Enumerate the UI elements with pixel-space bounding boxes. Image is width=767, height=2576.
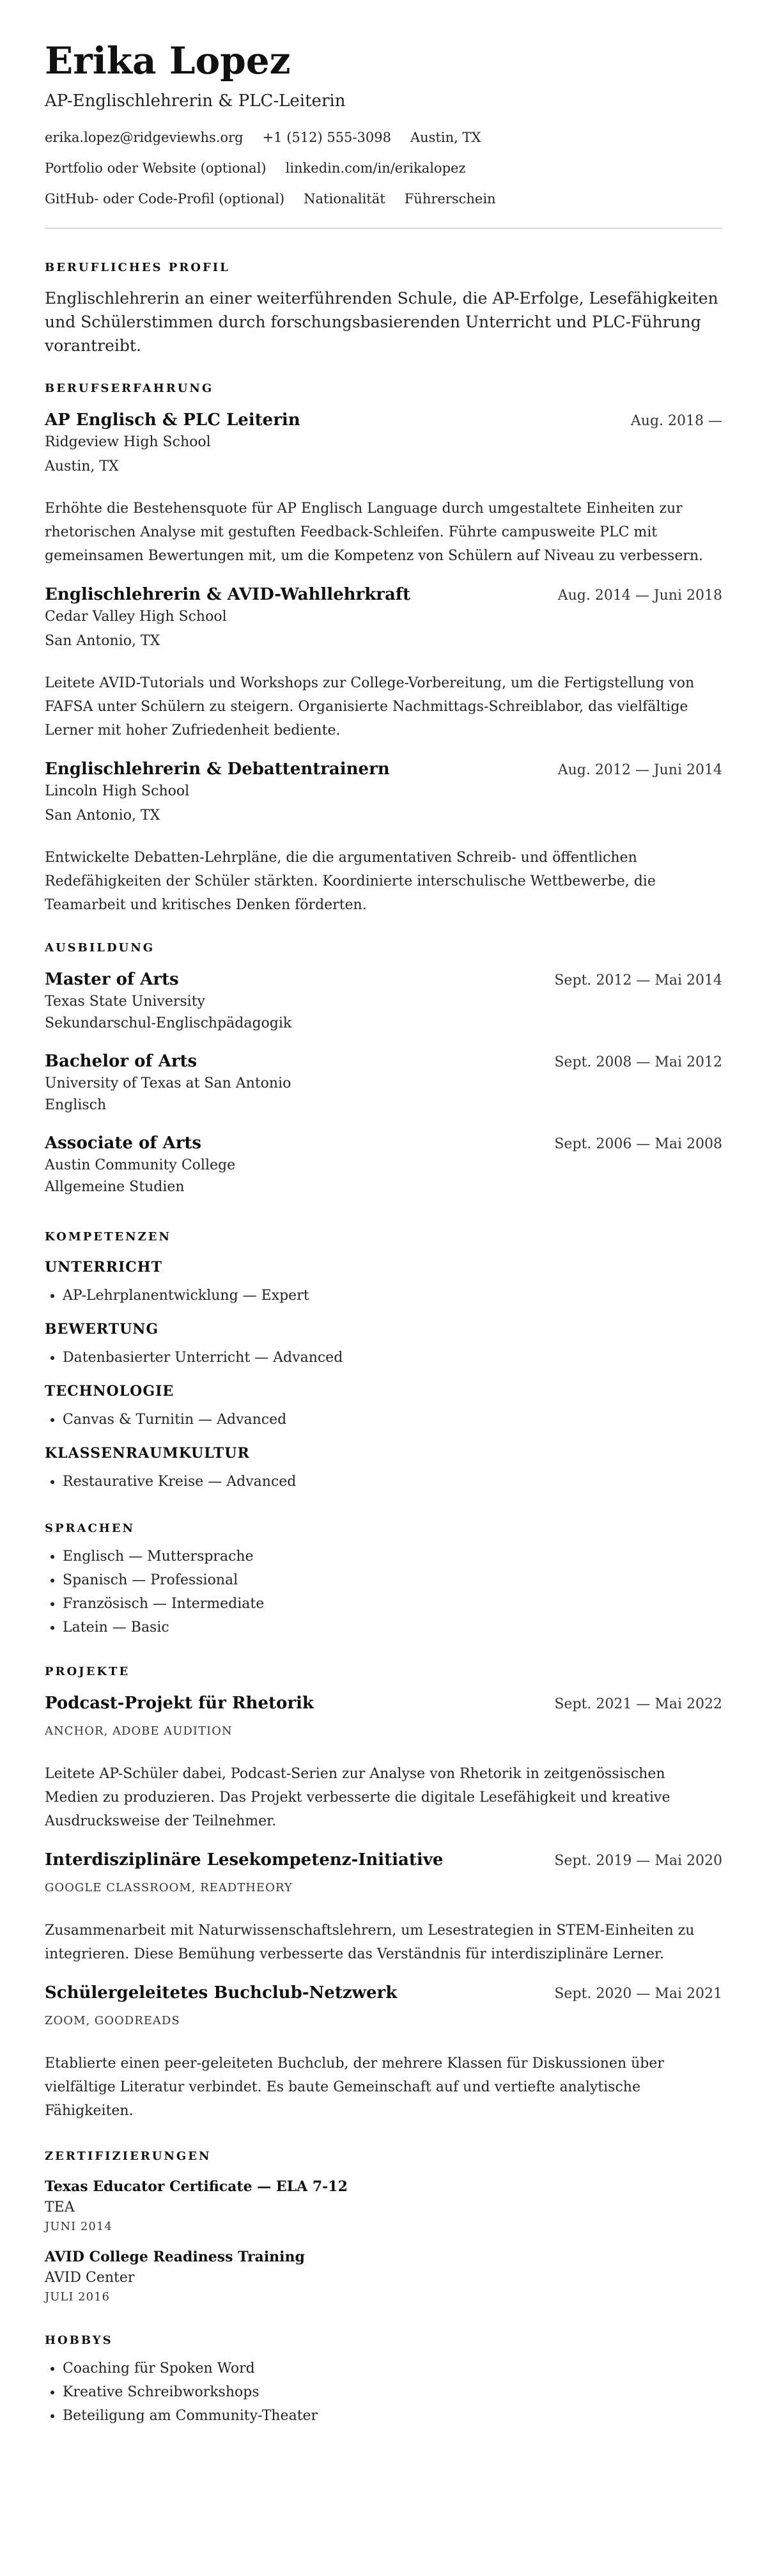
- project-title: Schülergeleitetes Buchclub-Netzwerk: [45, 1983, 398, 2002]
- language-item: • Spanisch — Professional: [63, 1568, 722, 1592]
- degree: Bachelor of Arts: [45, 1052, 198, 1071]
- job-title: AP Englisch & PLC Leiterin: [45, 410, 300, 430]
- language-item: • Englisch — Muttersprache: [63, 1545, 722, 1568]
- job-description: Erhöhte die Bestehensquote für AP Englisch Language durch umgestaltete Einheiten zur rhetorischen Analyse mit gestuften Feedback-Schleifen. Führte campusweite PLC mit gemeinsamen Bewertungen mit, um die Kompetenz von Schülern auf Niveau zu verbessern.: [45, 501, 704, 564]
- certification-title: Texas Educator Certificate — ELA 7-12: [45, 2178, 348, 2195]
- drivers-license: Führerschein: [404, 191, 496, 207]
- project-entry: [45, 1848, 722, 1966]
- project-tools: GOOGLE CLASSROOM, READTHEORY: [45, 1881, 293, 1894]
- skill-category-name: TECHNOLOGIE: [45, 1383, 174, 1400]
- language-item: • Französisch — Intermediate: [63, 1592, 722, 1616]
- job-date: Aug. 2014 — Juni 2018: [557, 588, 722, 604]
- job-location: San Antonio, TX: [45, 808, 160, 824]
- job-date: Aug. 2018 —: [630, 413, 722, 429]
- employer: Ridgeview High School: [45, 434, 211, 450]
- certifications-section: [45, 2148, 722, 2306]
- candidate-title: AP-Englischlehrerin & PLC-Leiterin: [45, 91, 346, 111]
- education-date: Sept. 2012 — Mai 2014: [554, 972, 722, 988]
- skill-category: [45, 1319, 722, 1370]
- section-heading: KOMPETENZEN: [45, 1230, 171, 1244]
- resume-header: [45, 37, 722, 229]
- nationality: Nationalität: [304, 191, 385, 207]
- certification-date: JULI 2016: [45, 2290, 110, 2304]
- skill-category: [45, 1381, 722, 1432]
- contact-row: [45, 128, 722, 147]
- project-description: Leitete AP-Schüler dabei, Podcast-Serien zur Analyse von Rhetorik in zeitgenössischen Medien zu produzieren. Das Projekt verbesserte die digitale Lesefähigkeit und kreative Ausdrucksweise der Teilnehmer.: [45, 1766, 670, 1829]
- education-date: Sept. 2008 — Mai 2012: [554, 1054, 722, 1070]
- school: University of Texas at San Antonio: [45, 1075, 291, 1091]
- school: Texas State University: [45, 994, 205, 1010]
- portfolio-link[interactable]: Portfolio oder Website (optional): [45, 160, 267, 176]
- certification-entry: [45, 2176, 722, 2235]
- section-heading: BERUFLICHES PROFIL: [45, 261, 230, 274]
- skill-list: [45, 1470, 722, 1494]
- github-link[interactable]: GitHub- oder Code-Profil (optional): [45, 191, 285, 207]
- language-item: • Latein — Basic: [63, 1616, 722, 1639]
- education-date: Sept. 2006 — Mai 2008: [554, 1136, 722, 1152]
- project-date: Sept. 2019 — Mai 2020: [554, 1853, 722, 1869]
- location: Austin, TX: [410, 130, 481, 145]
- header-divider: [45, 228, 722, 229]
- hobby-list: [45, 2357, 722, 2428]
- education-entry: [45, 1050, 722, 1116]
- skill-category: [45, 1443, 722, 1494]
- section-heading: HOBBYS: [45, 2334, 113, 2347]
- certification-issuer: AVID Center: [45, 2270, 135, 2286]
- project-title: Interdisziplinäre Lesekompetenz-Initiative: [45, 1850, 444, 1870]
- projects-section: [45, 1664, 722, 2123]
- project-date: Sept. 2021 — Mai 2022: [554, 1696, 722, 1712]
- project-description: Etablierte einen peer-geleiteten Buchclub, der mehrere Klassen für Diskussionen über vielfältige Literatur verbindet. Es baute Gemeinschaft auf und vertiefte analytische Fähigkeiten.: [45, 2056, 664, 2119]
- education-section: [45, 940, 722, 1198]
- contact-row: [45, 189, 722, 208]
- job-title: Englischlehrerin & Debattentrainern: [45, 760, 390, 779]
- certification-title: AVID College Readiness Training: [45, 2249, 305, 2265]
- skills-section: [45, 1229, 722, 1494]
- hobby-item: • Kreative Schreibworkshops: [63, 2380, 722, 2404]
- experience-entry: [45, 583, 722, 742]
- employer: Cedar Valley High School: [45, 609, 227, 625]
- experience-entry: [45, 409, 722, 568]
- skill-list: [45, 1284, 722, 1308]
- languages-section: [45, 1520, 722, 1639]
- phone-number: +1 (512) 555-3098: [262, 130, 391, 145]
- project-tools: ZOOM, GOODREADS: [45, 2014, 180, 2027]
- section-heading: ZERTIFIZIERUNGEN: [45, 2150, 212, 2163]
- job-description: Entwickelte Debatten-Lehrpläne, die die argumentativen Schreib- und öffentlichen Redefähigkeiten der Schüler stärkten. Koordinierte interschulische Wettbewerbe, die Teamarbeit und kritisches Denken förderten.: [45, 850, 656, 913]
- job-date: Aug. 2012 — Juni 2014: [557, 762, 722, 778]
- field-of-study: Allgemeine Studien: [45, 1179, 185, 1195]
- profile-summary: Englischlehrerin an einer weiterführenden Schule, die AP-Erfolge, Lesefähigkeiten und Schülerstimmen durch forschungsbasierenden Unterricht und PLC-Führung vorantreibt.: [45, 289, 718, 355]
- profile-section: [45, 260, 722, 357]
- skill-item: • Canvas & Turnitin — Advanced: [63, 1408, 722, 1432]
- field-of-study: Englisch: [45, 1097, 107, 1113]
- skill-item: • AP-Lehrplanentwicklung — Expert: [63, 1284, 722, 1308]
- skill-category: [45, 1257, 722, 1308]
- job-description: Leitete AVID-Tutorials und Workshops zur College-Vorbereitung, um die Fertigstellung von FAFSA unter Schülern zu steigern. Organisierte Nachmittags-Schreiblabor, das vielfältige Lerner mit hoher Zufriedenheit bediente.: [45, 675, 695, 738]
- education-entry: [45, 968, 722, 1034]
- language-list: [45, 1545, 722, 1639]
- job-title: Englischlehrerin & AVID-Wahllehrkraft: [45, 585, 410, 604]
- email-link[interactable]: erika.lopez@ridgeviewhs.org: [45, 130, 244, 145]
- skill-item: • Datenbasierter Unterricht — Advanced: [63, 1346, 722, 1370]
- experience-entry: [45, 758, 722, 917]
- skill-category-name: BEWERTUNG: [45, 1321, 159, 1338]
- section-heading: SPRACHEN: [45, 1522, 135, 1535]
- project-title: Podcast-Projekt für Rhetorik: [45, 1694, 314, 1713]
- project-description: Zusammenarbeit mit Naturwissenschaftslehrern, um Lesestrategien in STEM-Einheiten zu integrieren. Diese Bemühung verbesserte das Verständnis für interdisziplinäre Lerner.: [45, 1923, 695, 1962]
- certification-entry: [45, 2247, 722, 2306]
- skill-category-name: KLASSENRAUMKULTUR: [45, 1445, 250, 1462]
- certification-date: JUNI 2014: [45, 2220, 112, 2233]
- project-entry: [45, 1692, 722, 1833]
- skill-category-name: UNTERRICHT: [45, 1259, 162, 1276]
- section-heading: PROJEKTE: [45, 1665, 130, 1678]
- employer: Lincoln High School: [45, 783, 190, 799]
- degree: Master of Arts: [45, 970, 179, 989]
- skill-list: [45, 1346, 722, 1370]
- contact-row: [45, 159, 722, 178]
- school: Austin Community College: [45, 1157, 236, 1173]
- certification-issuer: TEA: [45, 2199, 75, 2215]
- project-entry: [45, 1981, 722, 2123]
- degree: Associate of Arts: [45, 1134, 202, 1153]
- linkedin-link[interactable]: linkedin.com/in/erikalopez: [285, 160, 466, 176]
- project-tools: ANCHOR, ADOBE AUDITION: [45, 1724, 233, 1738]
- hobby-item: • Coaching für Spoken Word: [63, 2357, 722, 2380]
- hobby-item: • Beteiligung am Community-Theater: [63, 2404, 722, 2428]
- hobbies-section: [45, 2332, 722, 2428]
- skill-list: [45, 1408, 722, 1432]
- field-of-study: Sekundarschul-Englischpädagogik: [45, 1015, 292, 1031]
- education-entry: [45, 1132, 722, 1198]
- section-heading: AUSBILDUNG: [45, 941, 155, 955]
- project-date: Sept. 2020 — Mai 2021: [554, 1986, 722, 2002]
- experience-section: [45, 380, 722, 917]
- job-location: Austin, TX: [45, 458, 119, 474]
- section-heading: BERUFSERFAHRUNG: [45, 382, 214, 395]
- skill-item: • Restaurative Kreise — Advanced: [63, 1470, 722, 1494]
- job-location: San Antonio, TX: [45, 633, 160, 649]
- candidate-name: Erika Lopez: [45, 39, 291, 82]
